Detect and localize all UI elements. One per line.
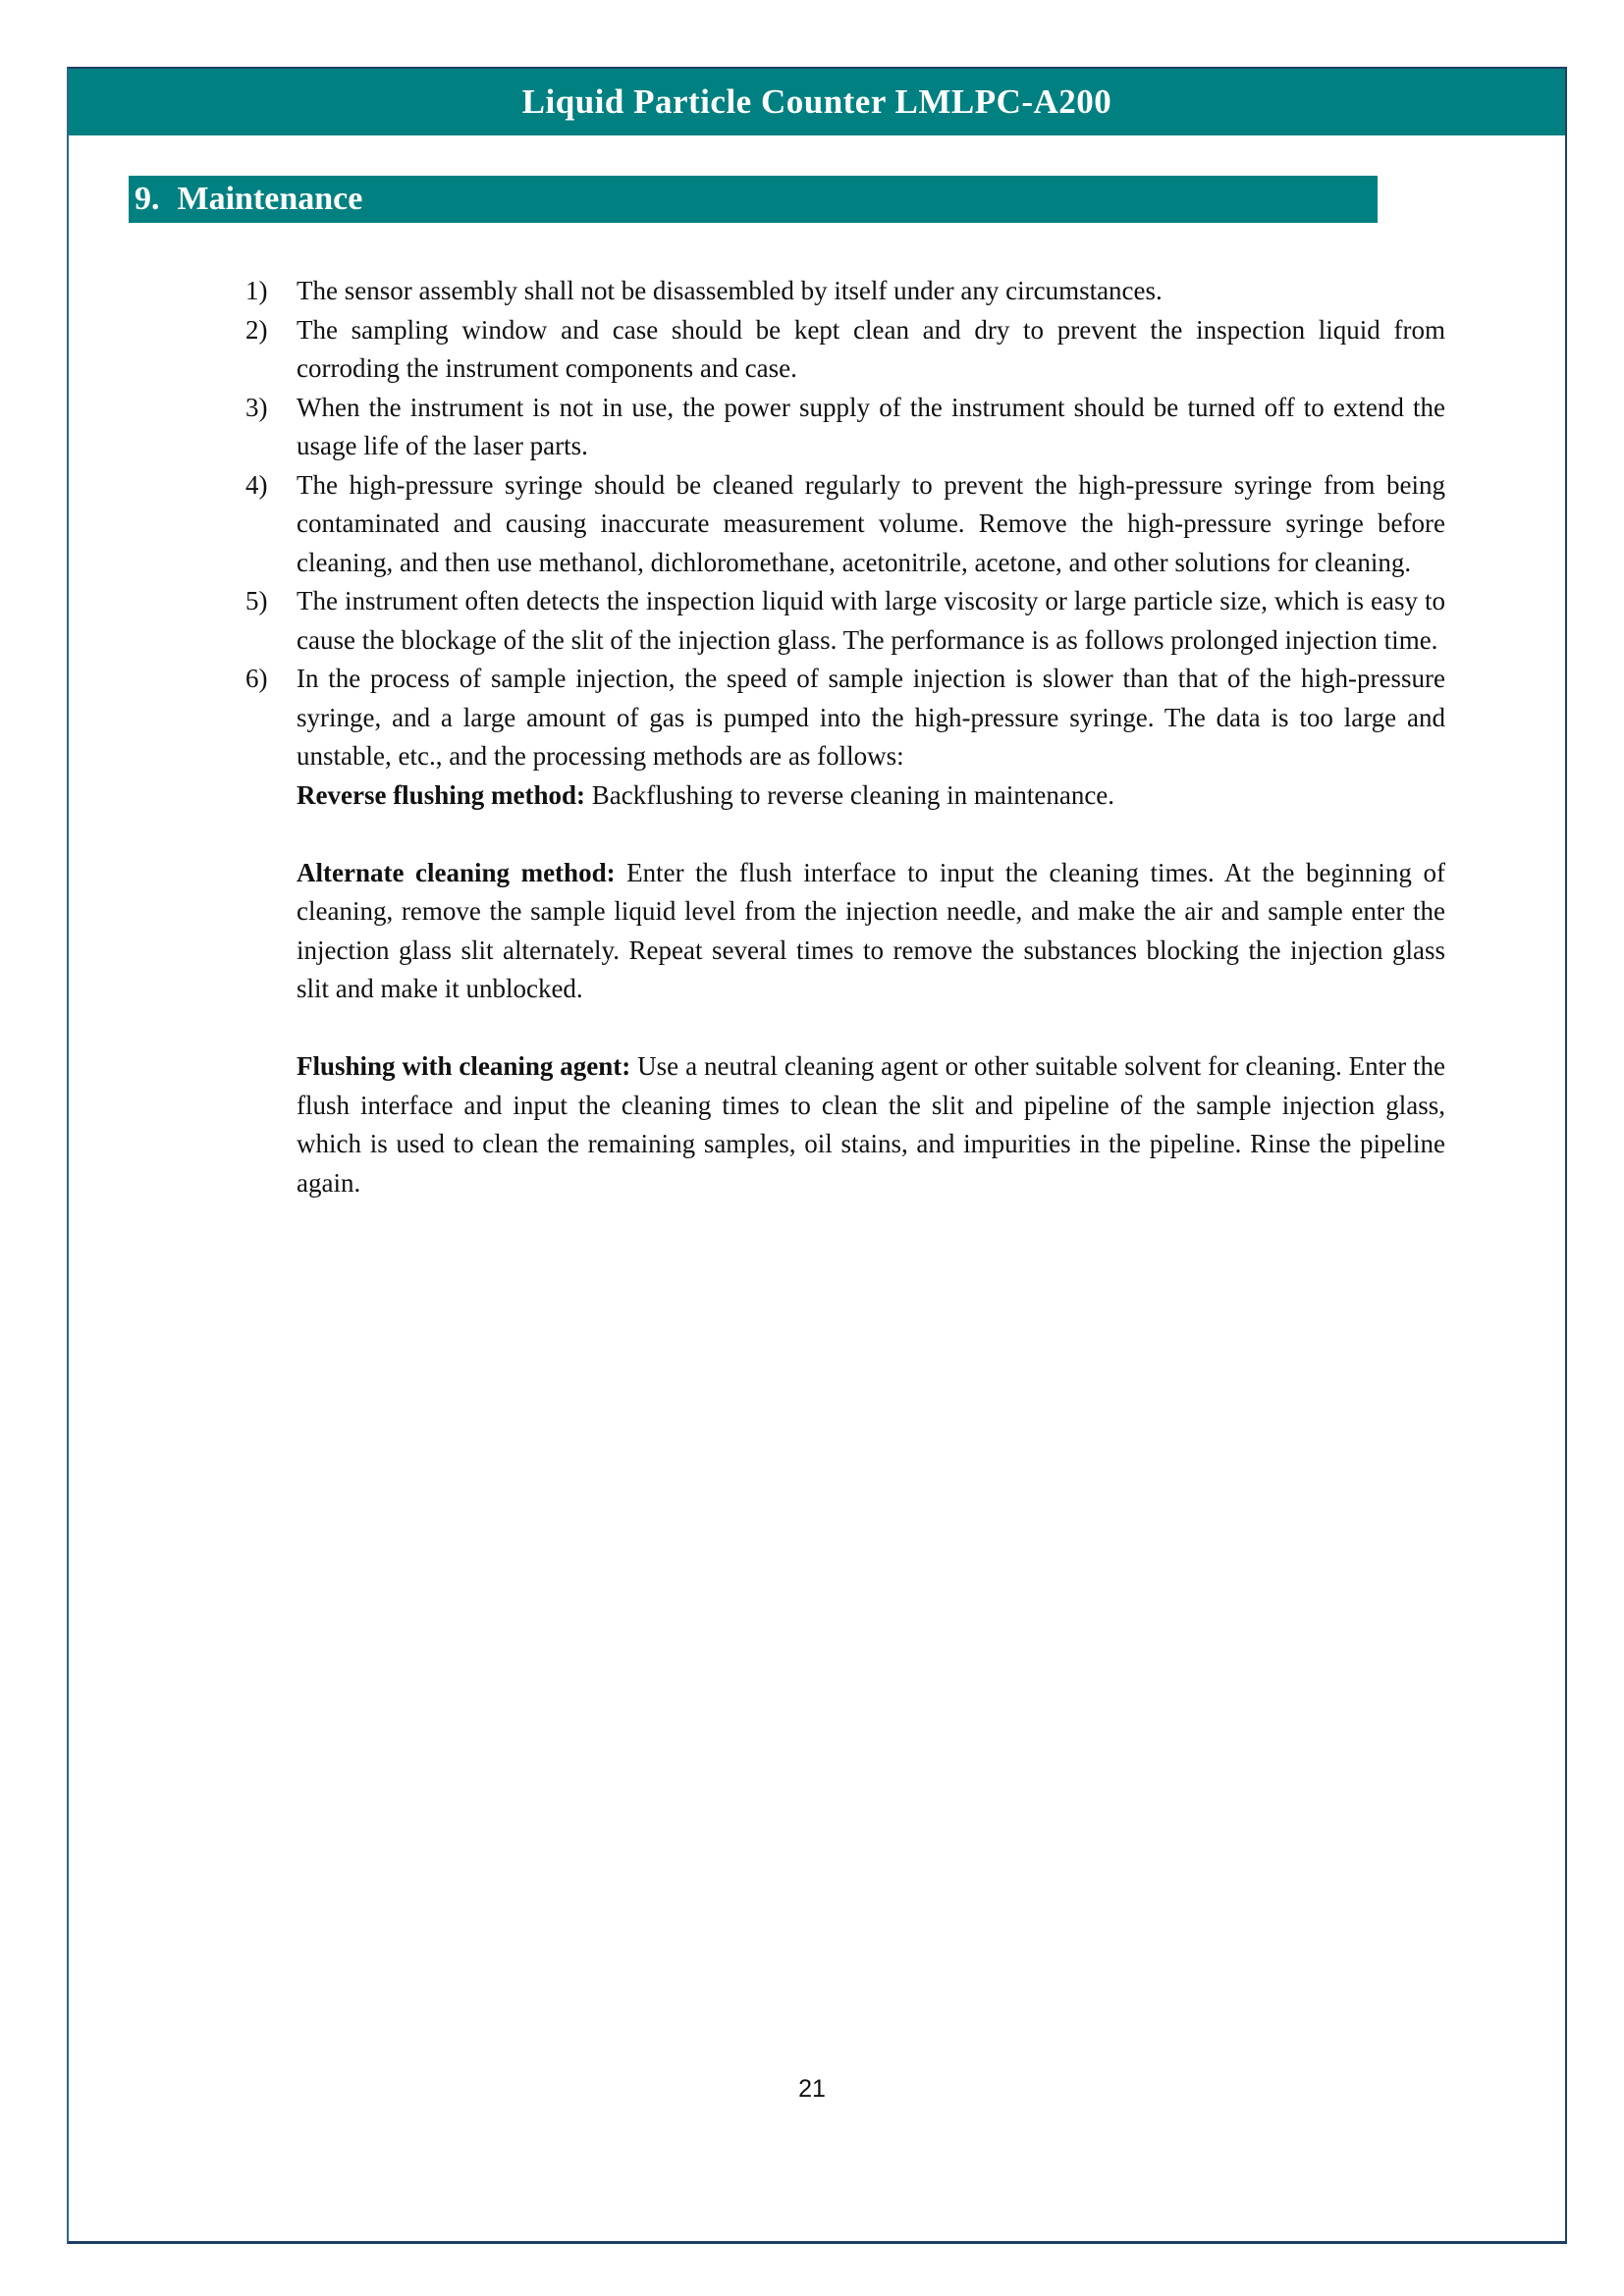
method-block <box>226 776 1445 1203</box>
list-item <box>226 311 1445 389</box>
list-item-text: The high-pressure syringe should be cleaned regularly to prevent the high-pressure syringe from being contaminated and causing inaccurate measurement volume. Remove the high-pressure syringe before cleaning, and then use methanol, dichloromethane, acetonitrile, acetone, and other solutions for cleaning. <box>297 469 1445 577</box>
method-label: Reverse flushing method: <box>297 779 585 810</box>
method-paragraph <box>297 854 1445 1009</box>
section-content <box>226 272 1445 1202</box>
method-text: Backflushing to reverse cleaning in maintenance. <box>584 779 1115 810</box>
method-text: Enter the flush interface to input the cleaning times. At the beginning of cleaning, remove the sample liquid level from the injection needle, and make the air and sample enter the injection glass slit alternately. Repeat several times to remove the substances blocking the injection glass slit and make it unblocked. <box>297 857 1445 1003</box>
list-item-marker: 4) <box>245 469 268 500</box>
list-item-marker: 6) <box>245 664 268 693</box>
section-heading <box>129 176 1378 223</box>
list-item-marker: 2) <box>245 314 268 345</box>
list-item-text: The instrument often detects the inspection liquid with large viscosity or large particle size, which is easy to cause the blockage of the slit of the injection glass. The performance is as follows prolonged injection time. <box>297 586 1445 655</box>
list-item <box>226 272 1445 311</box>
page-number: 21 <box>798 2075 826 2103</box>
header-bar <box>69 69 1565 135</box>
paragraph-spacer <box>297 1009 1445 1048</box>
list-item-marker: 1) <box>245 276 268 305</box>
list-item-text: The sampling window and case should be kept clean and dry to prevent the inspection liquid from corroding the instrument components and case. <box>297 314 1445 383</box>
list-item <box>226 582 1445 660</box>
method-paragraph <box>297 1047 1445 1202</box>
list-item <box>226 389 1445 466</box>
method-paragraph <box>297 776 1445 816</box>
list-item <box>226 660 1445 776</box>
method-label: Alternate cleaning method: <box>297 857 616 887</box>
list-item-marker: 5) <box>245 586 268 615</box>
list-item-marker: 3) <box>245 392 268 422</box>
list-item-text: When the instrument is not in use, the power supply of the instrument should be turned off to extend the usage life of the laser parts. <box>297 392 1445 460</box>
list-item-text: In the process of sample injection, the speed of sample injection is slower than that of the high-pressure syringe, and a large amount of gas is pumped into the high-pressure syringe. The data is too large and unstable, etc., and the processing methods are as follows: <box>297 664 1445 771</box>
section-number: 9. <box>135 181 160 217</box>
method-text: Use a neutral cleaning agent or other suitable solvent for cleaning. Enter the flush interface and input the cleaning times to clean the slit and pipeline of the sample injection glass, which is used to clean the remaining samples, oil stains, and impurities in the pipeline. Rinse the pipeline again. <box>297 1051 1445 1198</box>
method-label: Flushing with cleaning agent: <box>297 1051 631 1081</box>
list-item-text: The sensor assembly shall not be disassembled by itself under any circumstances. <box>297 276 1163 305</box>
maintenance-list <box>226 272 1445 776</box>
section-title: Maintenance <box>177 181 363 217</box>
list-item <box>226 466 1445 583</box>
document-title: Liquid Particle Counter LMLPC-A200 <box>521 82 1112 121</box>
paragraph-spacer <box>297 815 1445 854</box>
